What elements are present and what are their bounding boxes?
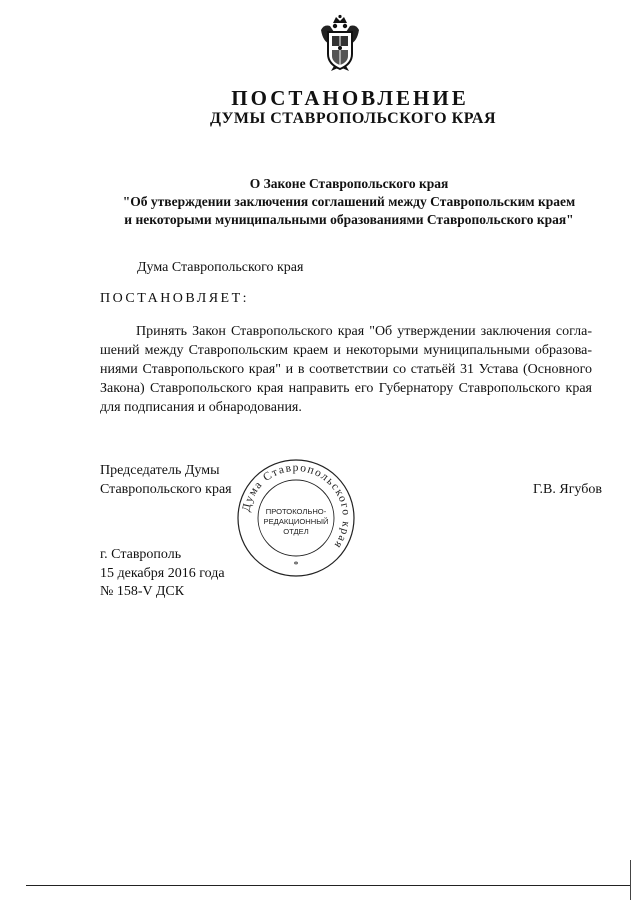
date-line: 15 декабря 2016 года bbox=[100, 566, 225, 581]
law-title-line: "Об утверждении заключения соглашений между Ставропольским краем bbox=[122, 194, 576, 209]
signer-position-line: Ставропольского края bbox=[100, 482, 232, 497]
document-title: ПОСТАНОВЛЕНИЕ bbox=[231, 86, 469, 110]
scan-edge-mark bbox=[630, 860, 631, 900]
resolves-heading: ПОСТАНОВЛЯЕТ: bbox=[100, 291, 250, 306]
stamp-ring-text: Дума Ставропольского края bbox=[240, 461, 353, 552]
bottom-divider bbox=[26, 885, 630, 886]
document-number: № 158-V ДСК bbox=[100, 584, 185, 599]
stamp-inner-line: РЕДАКЦИОННЫЙ bbox=[263, 517, 329, 526]
stamp-inner-line: ПРОТОКОЛЬНО- bbox=[265, 507, 327, 516]
coat-of-arms-icon bbox=[318, 14, 362, 72]
paragraph-line: Принять Закон Ставропольского края "Об утверждении заключения согла- bbox=[136, 324, 592, 339]
place-line: г. Ставрополь bbox=[100, 547, 182, 562]
signer-position-line: Председатель Думы bbox=[100, 463, 220, 478]
law-title-line: и некоторыми муниципальными образованиями Ставропольского края" bbox=[124, 212, 574, 227]
paragraph-line: ниями Ставропольского края" и в соответствии со статьёй 31 Устава (Основного bbox=[100, 362, 592, 377]
document-subtitle: ДУМЫ СТАВРОПОЛЬСКОГО КРАЯ bbox=[209, 110, 497, 127]
paragraph-line: Закона) Ставропольского края направить его Губернатору Ставропольского края bbox=[100, 381, 592, 396]
duma-line: Дума Ставропольского края bbox=[137, 260, 304, 275]
law-title-line: О Законе Ставропольского края bbox=[249, 176, 449, 191]
official-stamp bbox=[234, 456, 358, 580]
stamp-inner-line: ОТДЕЛ bbox=[283, 527, 309, 536]
paragraph-line: для подписания и обнародования. bbox=[100, 400, 302, 415]
paragraph-line: шений между Ставропольским краем и некоторыми муниципальными образова- bbox=[100, 343, 592, 358]
star-icon: * bbox=[293, 560, 299, 571]
signer-name: Г.В. Ягубов bbox=[533, 482, 602, 497]
